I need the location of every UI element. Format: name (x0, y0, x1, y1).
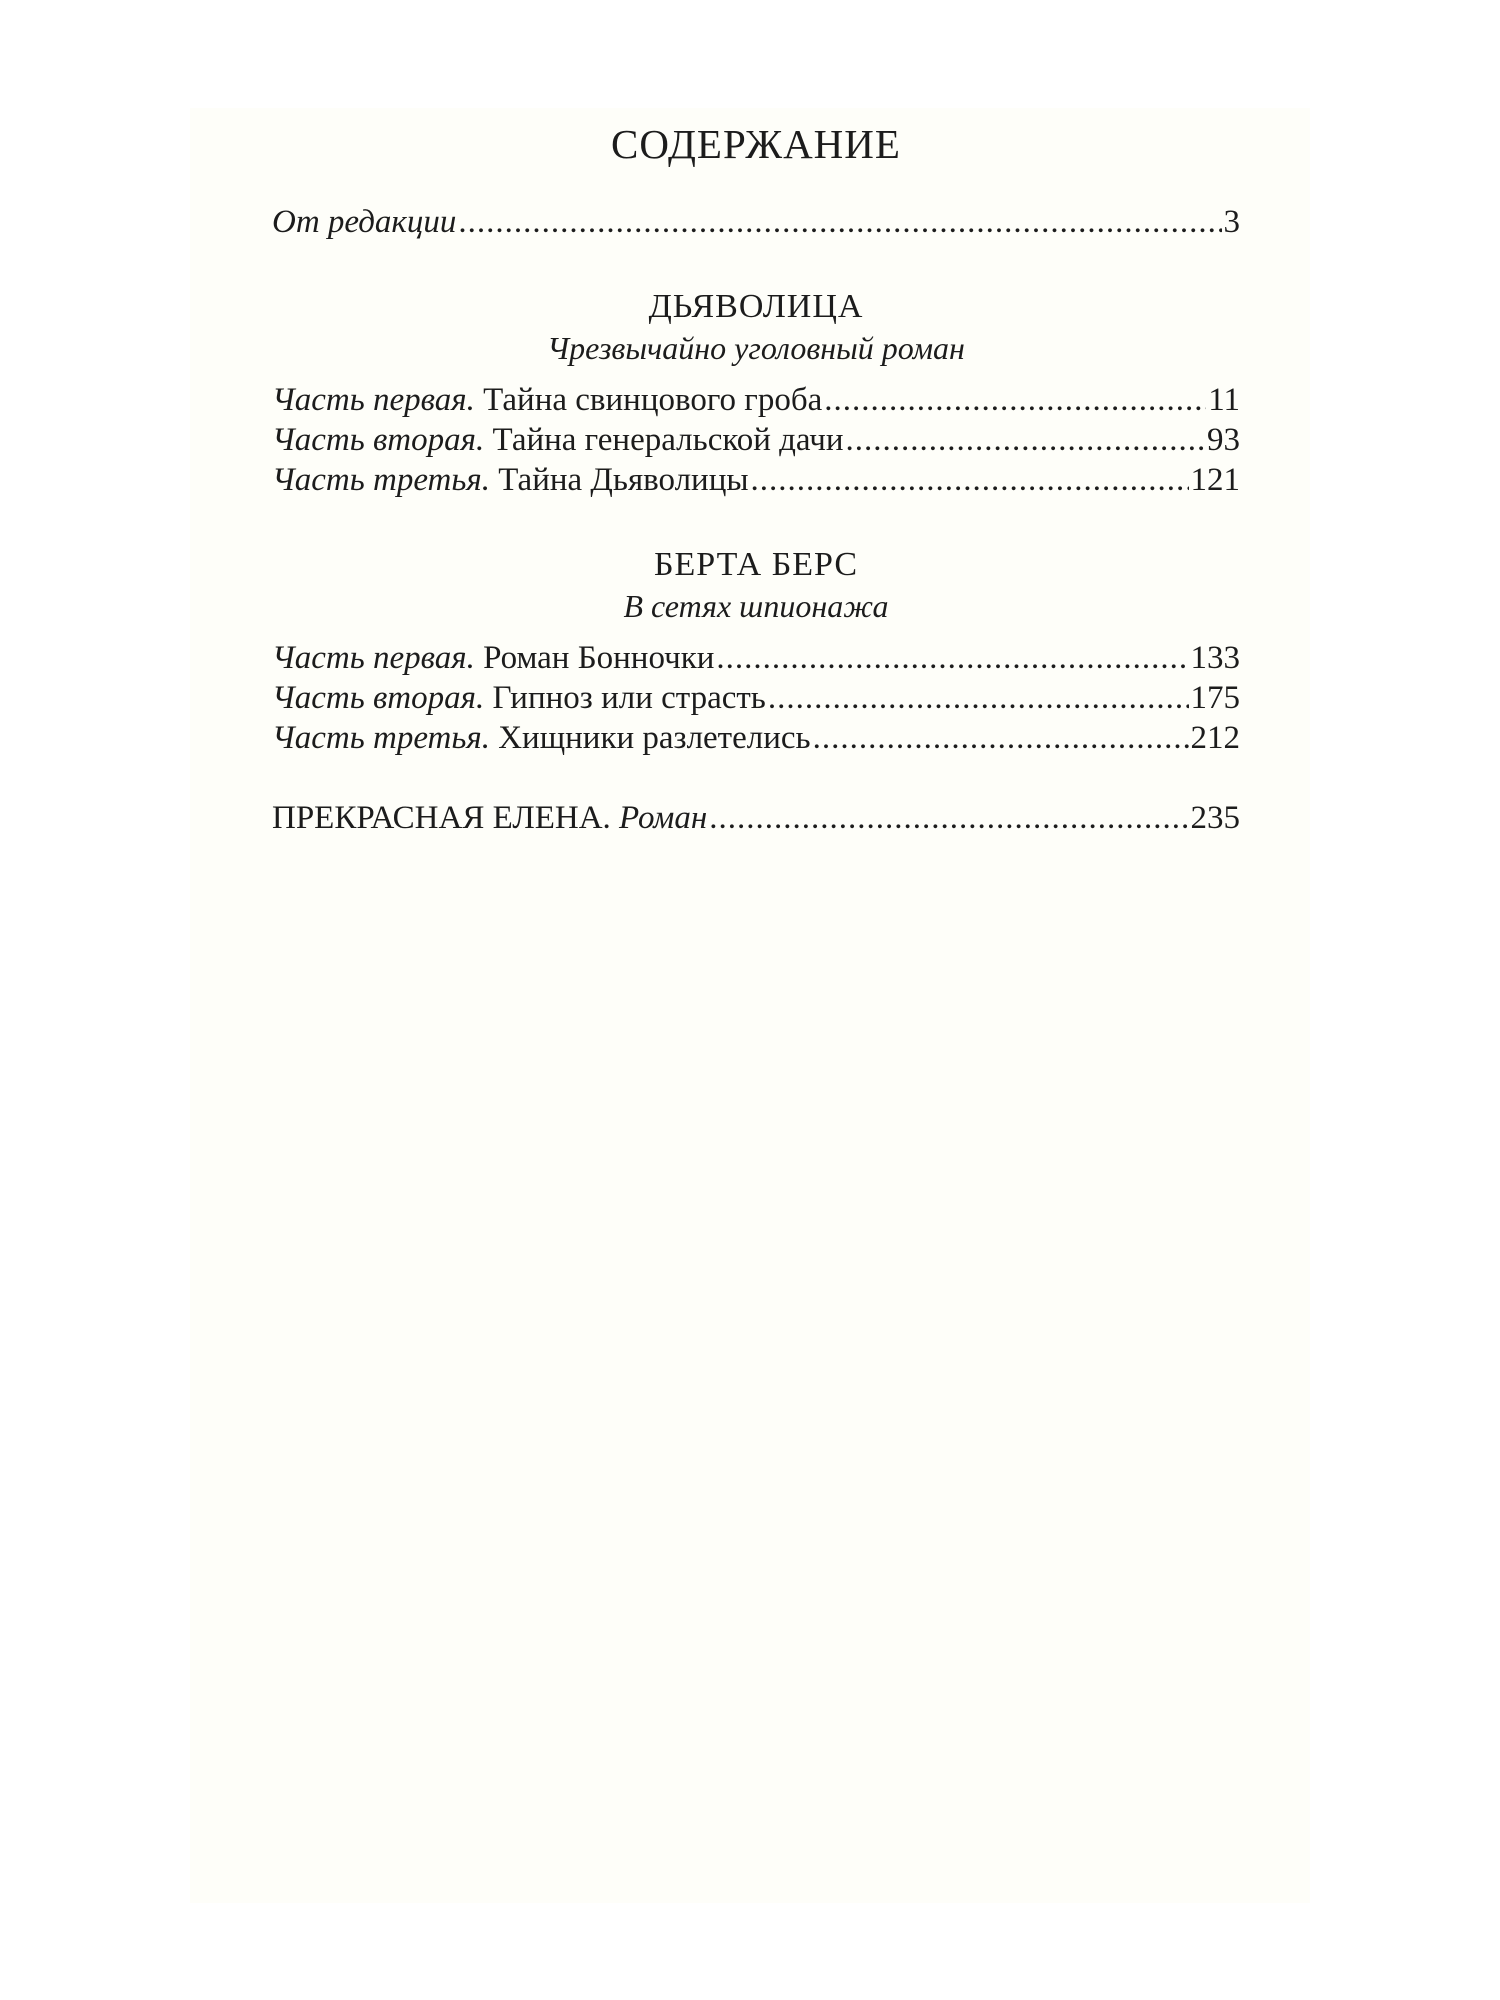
section-subtitle: В сетях шпионажа (623, 588, 889, 624)
entry-label: От редакции (272, 204, 457, 240)
entry-prefix: Часть третья. (272, 462, 490, 498)
page-number: 121 (1190, 462, 1240, 498)
page-number: 212 (1190, 720, 1240, 756)
entry-title: Гипноз или страсть (492, 680, 766, 716)
entry-prefix: Часть первая. (272, 382, 475, 418)
toc-entry (272, 638, 1240, 678)
dot-leader (709, 798, 1188, 838)
section-subtitle: Чрезвычайно уголовный роман (547, 330, 965, 366)
dot-leader (813, 718, 1189, 758)
page-number: 235 (1190, 800, 1240, 836)
dot-leader (751, 460, 1189, 500)
entry-suffix: Роман (619, 800, 708, 836)
dot-leader (716, 638, 1188, 678)
toc-entry (272, 460, 1240, 500)
toc-title: СОДЕРЖАНИЕ (611, 121, 901, 167)
page-number: 11 (1208, 382, 1240, 418)
entry-prefix: Часть вторая. (272, 680, 485, 716)
table-of-contents (272, 108, 1240, 838)
dot-leader (458, 202, 1221, 242)
dot-leader (768, 678, 1189, 718)
page-number: 3 (1223, 204, 1240, 240)
toc-entry (272, 678, 1240, 718)
toc-entry-editorial (272, 202, 1240, 242)
entry-title: Роман Бонночки (483, 640, 715, 676)
dot-leader (824, 380, 1206, 420)
entry-prefix: Часть первая. (272, 640, 475, 676)
page-number: 93 (1207, 422, 1240, 458)
toc-entry (272, 380, 1240, 420)
entry-prefix: Часть третья. (272, 720, 490, 756)
dot-leader (845, 420, 1205, 460)
toc-entry-final (272, 798, 1240, 838)
entry-title: Хищники разлетелись (498, 720, 811, 756)
entry-prefix: Часть вторая. (272, 422, 485, 458)
page-number: 175 (1190, 680, 1240, 716)
section-heading: БЕРТА БЕРС (653, 546, 859, 583)
entry-title: Тайна Дьяволицы (498, 462, 749, 498)
section-heading: ДЬЯВОЛИЦА (648, 288, 864, 325)
entry-title: Тайна свинцового гроба (483, 382, 823, 418)
page-number: 133 (1190, 640, 1240, 676)
toc-entry (272, 420, 1240, 460)
entry-title: Тайна генеральской дачи (492, 422, 844, 458)
entry-title: ПРЕКРАСНАЯ ЕЛЕНА. (272, 800, 611, 836)
toc-entry (272, 718, 1240, 758)
